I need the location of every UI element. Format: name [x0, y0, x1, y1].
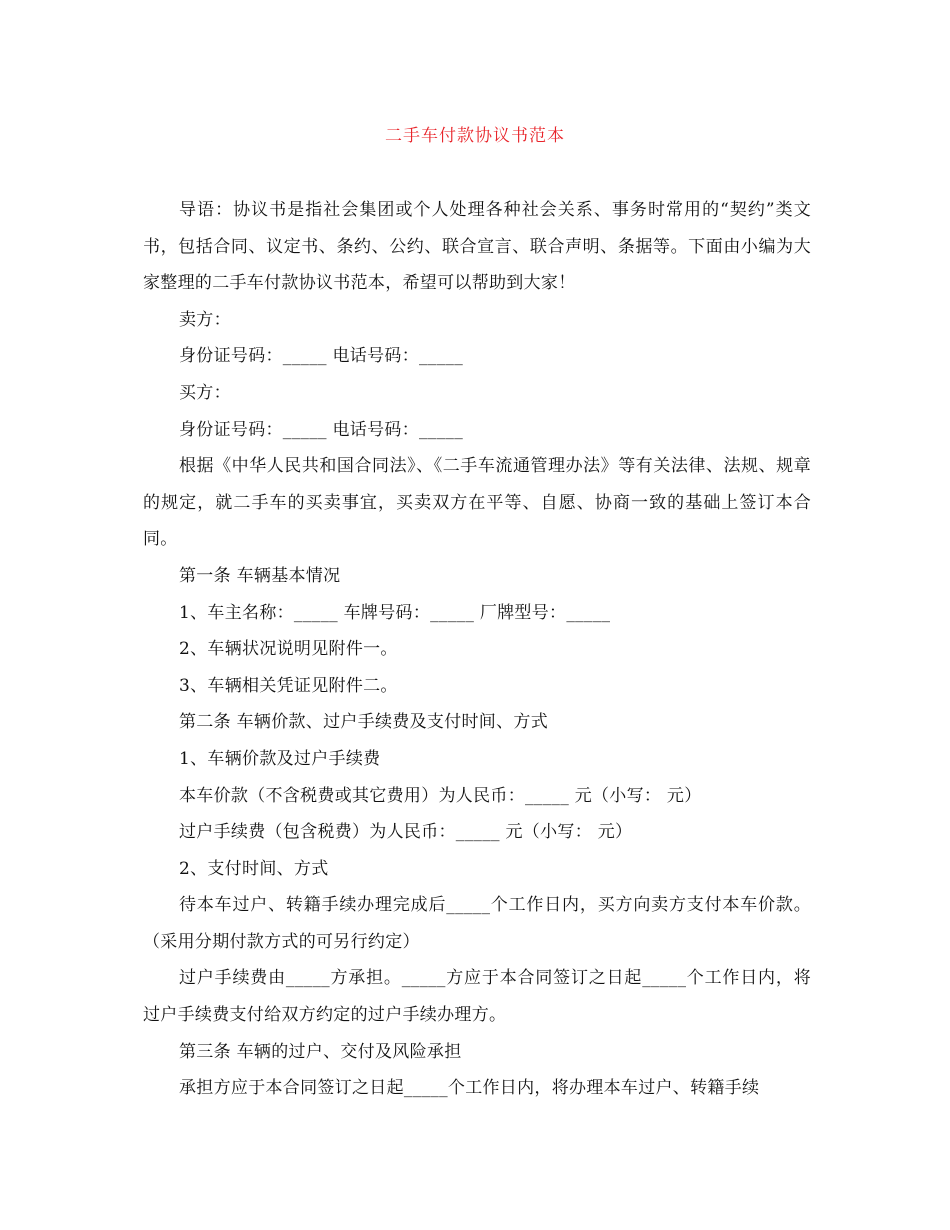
legal-basis-paragraph: 根据《中华人民共和国合同法》、《二手车流通管理办法》等有关法律、法规、规章的规定，就二手车的买卖事宜，买卖双方在平等、自愿、协商一致的基础上签订本合同。 [143, 456, 811, 550]
payment-time-paragraph: 待本车过户、转籍手续办理完成后_____个工作日内，买方向卖方支付本车价款。（采用分期付款方式的可另行约定） [143, 895, 811, 952]
seller-label: 卖方： [179, 309, 231, 330]
vehicle-price-line: 本车价款（不含税费或其它费用）为人民币：_____ 元（小写： 元） [179, 785, 702, 806]
article-3-paragraph: 承担方应于本合同签订之日起_____个工作日内，将办理本车过户、转籍手续 [179, 1078, 760, 1099]
seller-id-phone: 身份证号码：_____ 电话号码：_____ [179, 346, 464, 367]
article-1-item-2: 2、车辆状况说明见附件一。 [179, 639, 398, 660]
article-2-item-2: 2、支付时间、方式 [179, 858, 329, 879]
buyer-label: 买方： [179, 382, 231, 403]
article-2-heading: 第二条 车辆价款、过户手续费及支付时间、方式 [179, 712, 549, 733]
document-title: 二手车付款协议书范本 [385, 126, 565, 146]
intro-paragraph: 导语：协议书是指社会集团或个人处理各种社会关系、事务时常用的“契约”类文书，包括合同、议定书、条约、公约、联合宣言、联合声明、条据等。下面由小编为大家整理的二手车付款协议书范本，希望可以帮助到大家！ [143, 200, 811, 294]
article-1-item-1: 1、车主名称：_____ 车牌号码：_____ 厂牌型号：_____ [179, 602, 611, 623]
article-2-item-1: 1、车辆价款及过户手续费 [179, 748, 381, 769]
article-3-heading: 第三条 车辆的过户、交付及风险承担 [179, 1041, 462, 1062]
article-1-heading: 第一条 车辆基本情况 [179, 565, 341, 586]
transfer-fee-paragraph: 过户手续费由_____方承担。_____方应于本合同签订之日起_____个工作日内，将过户手续费支付给双方约定的过户手续办理方。 [143, 968, 811, 1026]
buyer-id-phone: 身份证号码：_____ 电话号码：_____ [179, 419, 464, 440]
document-body [143, 192, 811, 1107]
transfer-fee-line: 过户手续费（包含税费）为人民币：_____ 元（小写： 元） [179, 822, 633, 843]
article-1-item-3: 3、车辆相关凭证见附件二。 [179, 675, 398, 696]
